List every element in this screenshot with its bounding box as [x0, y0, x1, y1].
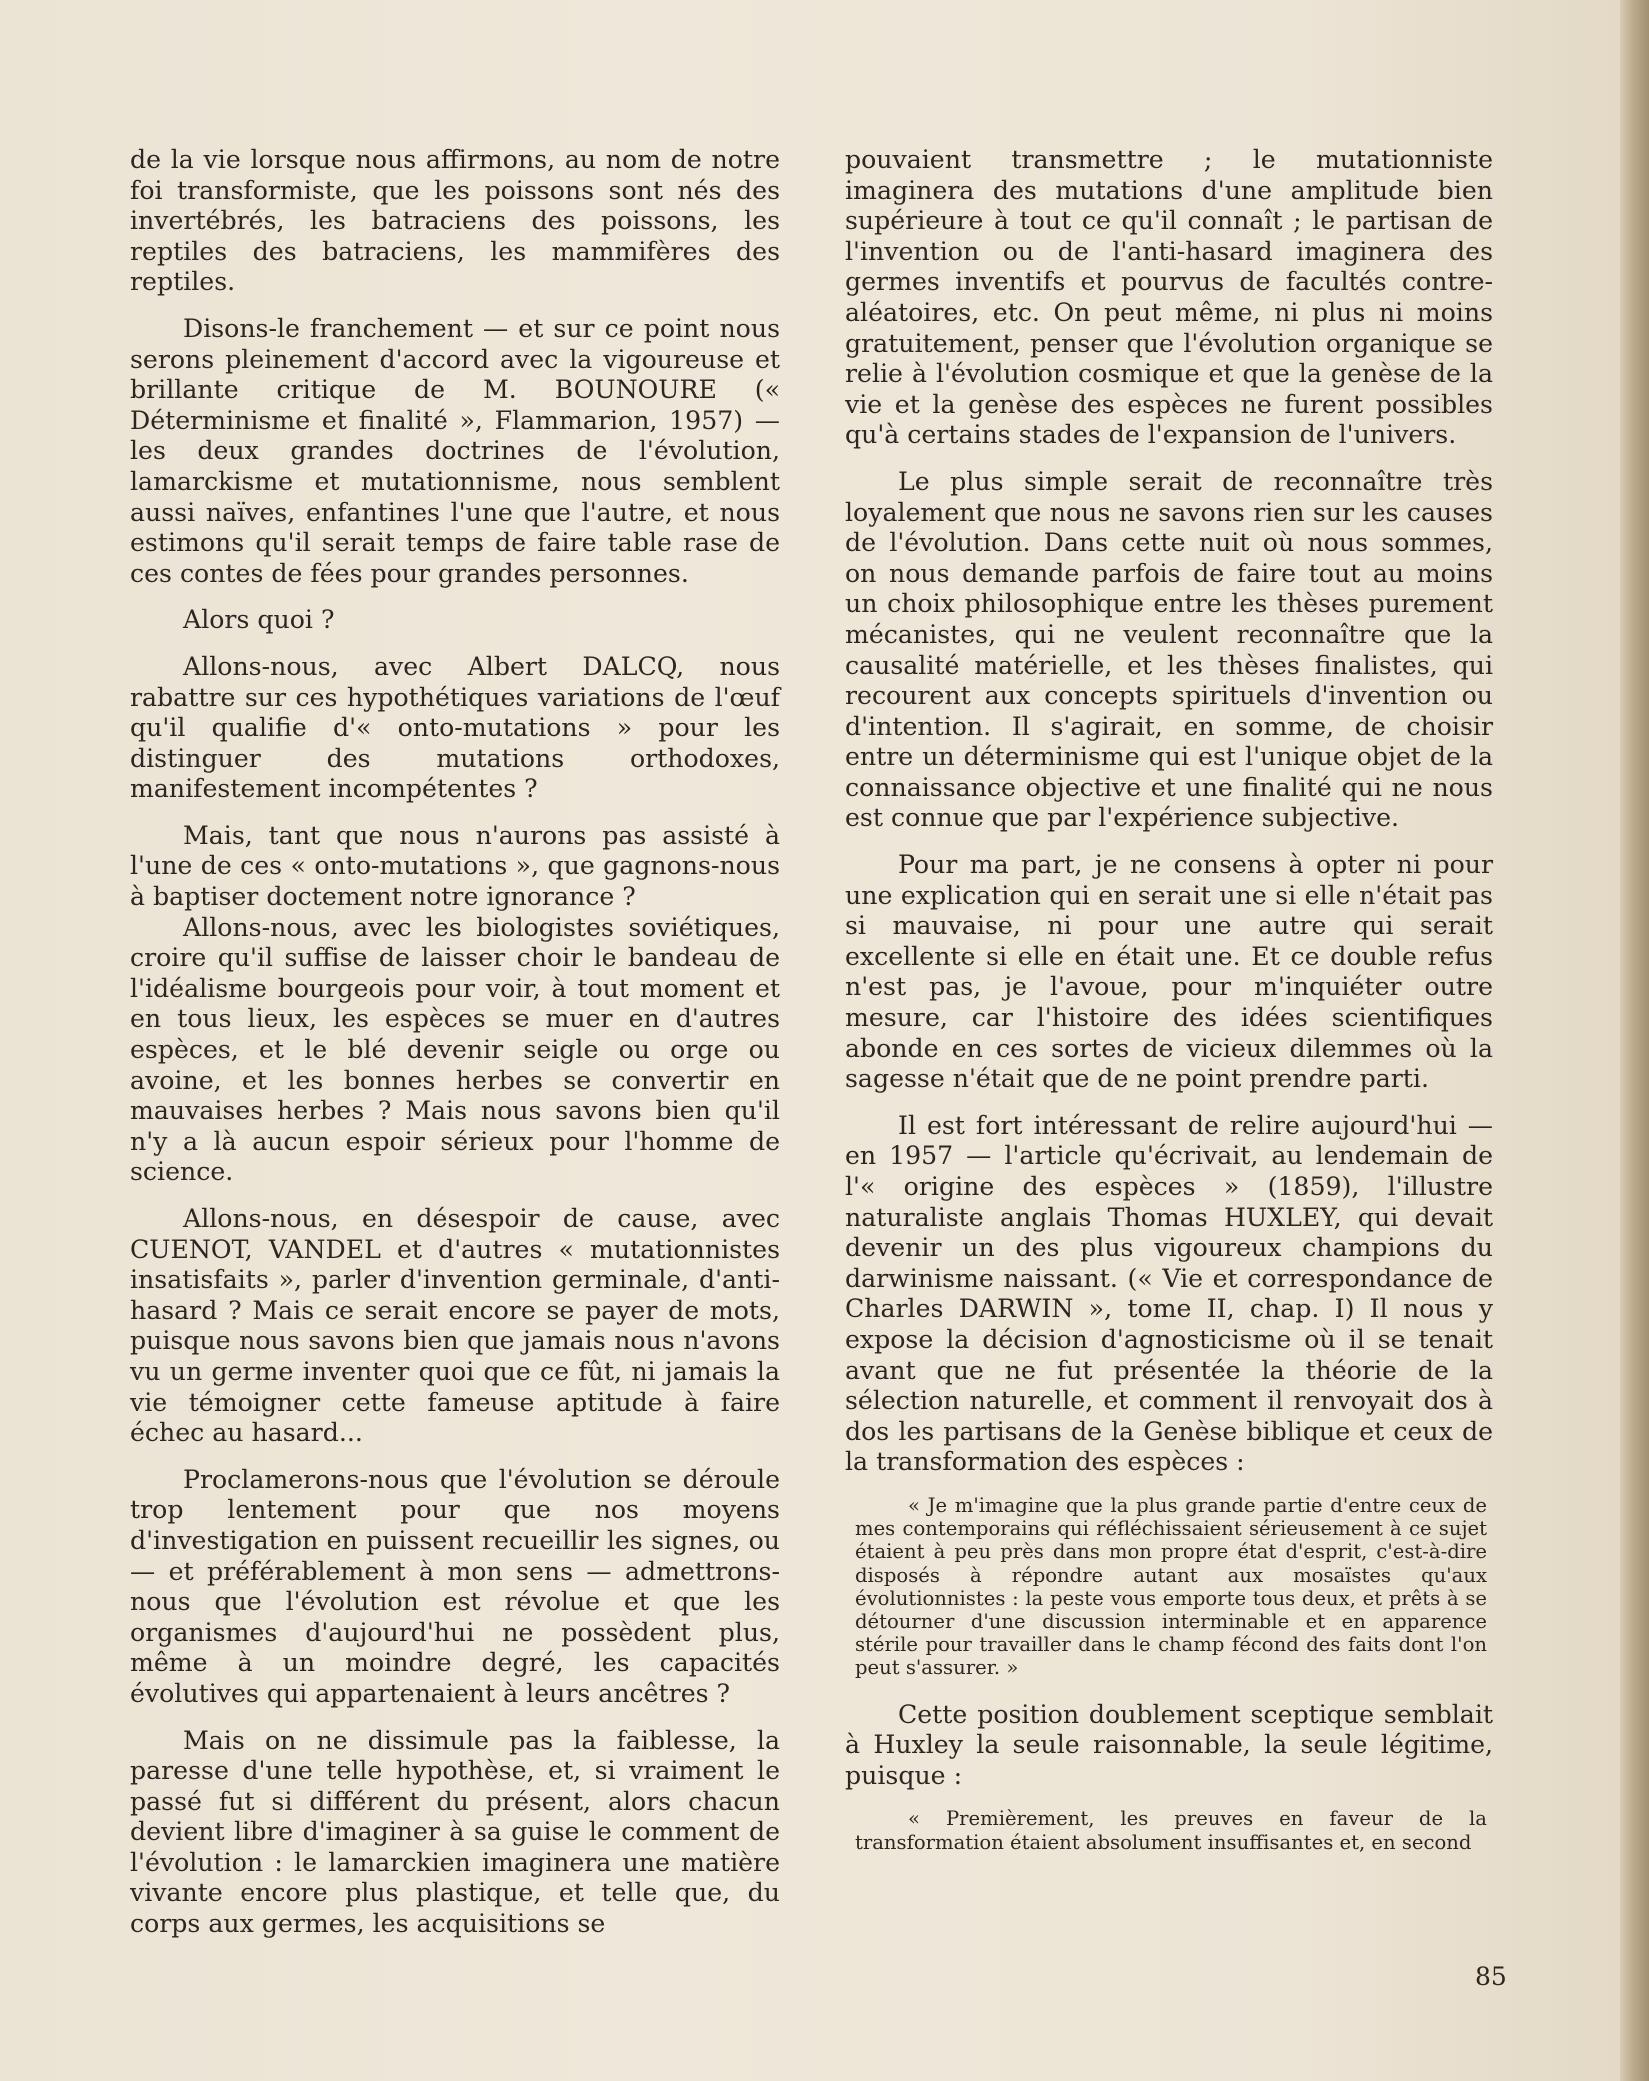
- paragraph: Le plus simple serait de reconnaître très loyalement que nous ne savons rien sur les causes de l'évolution. Dans cette nuit où nous sommes, on nous demande parfois de faire tout au moins un choix philosophique entre les thèses purement mécanistes, qui ne veulent reconnaître que la causalité matérielle, et les thèses finalistes, qui recourent aux concepts spirituels d'invention ou d'intention. Il s'agirait, en somme, de choisir entre un déterminisme qui est l'unique objet de la connaissance objective et une finalité qui ne nous est connue que par l'expérience subjective.: [845, 466, 1493, 833]
- paragraph: Pour ma part, je ne consens à opter ni pour une explication qui en serait une si elle n'était pas si mauvaise, ni pour une autre qui serait excellente si elle en était une. Et ce double refus n'est pas, je l'avoue, pour m'inquiéter outre mesure, car l'histoire des idées scientifiques abonde en ces sortes de vicieux dilemmes où la sagesse n'était que de ne point prendre parti.: [845, 850, 1493, 1094]
- paragraph: Alors quoi ?: [183, 605, 335, 635]
- paragraph: Mais, tant que nous n'aurons pas assisté à l'une de ces « onto-mutations », que gagnons-nous à baptiser doctement notre ignorance ?: [130, 820, 780, 912]
- page-number: 85: [1475, 1962, 1507, 1991]
- right-column: [845, 145, 1493, 1874]
- paragraph: de la vie lorsque nous affirmons, au nom de notre foi transformiste, que les poissons sont nés des invertébrés, les batraciens des poissons, les reptiles des batraciens, les mammifères des reptiles.: [130, 145, 780, 297]
- paragraph: Proclamerons-nous que l'évolution se déroule trop lentement pour que nos moyens d'investigation en puissent recueillir les signes, ou — et préférablement à mon sens — admettrons-nous que l'évolution est révolue et que les organismes d'aujourd'hui ne possèdent plus, même à un moindre degré, les capacités évolutives qui appartenaient à leurs ancêtres ?: [130, 1464, 780, 1708]
- paragraph: Allons-nous, avec Albert DALCQ, nous rabattre sur ces hypothétiques variations de l'œuf qu'il qualifie d'« onto-mutations » pour les distinguer des mutations orthodoxes, manifestement incompétentes ?: [130, 651, 780, 804]
- paragraph: Allons-nous, avec les biologistes soviétiques, croire qu'il suffise de laisser choir le bandeau de l'idéalisme bourgeois pour voir, à tout moment et en tous lieux, les espèces se muer en d'autres espèces, et le blé devenir seigle ou orge ou avoine, et les bonnes herbes se convertir en mauvaises herbes ? Mais nous savons bien qu'il n'y a là aucun espoir sérieux pour l'homme de science.: [130, 912, 780, 1187]
- paragraph: pouvaient transmettre ; le mutationniste imaginera des mutations d'une amplitude bien supérieure à tout ce qu'il connaît ; le partisan de l'invention ou de l'anti-hasard imaginera des germes inventifs et pourvus de facultés contre-aléatoires, etc. On peut même, ni plus ni moins gratuitement, penser que l'évolution organique se relie à l'évolution cosmique et que la genèse de la vie et la genèse des espèces ne furent possibles qu'à certains stades de l'expansion de l'univers.: [845, 145, 1493, 450]
- paragraph: Cette position doublement sceptique semblait à Huxley la seule raisonnable, la seule légitime, puisque :: [845, 1699, 1493, 1790]
- paragraph: Disons-le franchement — et sur ce point nous serons pleinement d'accord avec la vigoureuse et brillante critique de M. BOUNOURE (« Déterminisme et finalité », Flammarion, 1957) — les deux grandes doctrines de l'évolution, lamarckisme et mutationnisme, nous semblent aussi naïves, enfantines l'une que l'autre, et nous estimons qu'il serait temps de faire table rase de ces contes de fées pour grandes personnes.: [130, 313, 780, 588]
- block-quote: « Je m'imagine que la plus grande partie d'entre ceux de mes contemporains qui réfléchissaient sérieusement à ce sujet étaient à peu près dans mon propre état d'esprit, c'est-à-dire disposés à répondre autant aux mosaïstes qu'aux évolutionnistes : la peste vous emporte tous deux, et prêts à se détourner d'une discussion interminable et en apparence stérile pour travailler dans le champ fécond des faits dont l'on peut s'assurer. »: [855, 1493, 1487, 1680]
- paragraph: Mais on ne dissimule pas la faiblesse, la paresse d'une telle hypothèse, et, si vraiment le passé fut si différent du présent, alors chacun devient libre d'imaginer à sa guise le comment de l'évolution : le lamarckien imaginera une matière vivante encore plus plastique, et telle que, du corps aux germes, les acquisitions se: [130, 1725, 780, 1939]
- paragraph: Allons-nous, en désespoir de cause, avec CUENOT, VANDEL et d'autres « mutationnistes insatisfaits », parler d'invention germinale, d'anti-hasard ? Mais ce serait encore se payer de mots, puisque nous savons bien que jamais nous n'avons vu un germe inventer quoi que ce fût, ni jamais la vie témoigner cette fameuse aptitude à faire échec au hasard...: [130, 1204, 780, 1448]
- book-spine-edge: [1620, 0, 1649, 2081]
- block-quote: « Premièrement, les preuves en faveur de la transformation étaient absolument insuffisantes et, en second: [855, 1807, 1487, 1854]
- paragraph: Il est fort intéressant de relire aujourd'hui — en 1957 — l'article qu'écrivait, au lendemain de l'« origine des espèces » (1859), l'illustre naturaliste anglais Thomas HUXLEY, qui devait devenir un des plus vigoureux champions du darwinisme naissant. (« Vie et correspondance de Charles DARWIN », tome II, chap. I) Il nous y expose la décision d'agnosticisme où il se tenait avant que ne fut présentée la théorie de la sélection naturelle, et comment il renvoyait dos à dos les partisans de la Genèse biblique et ceux de la transformation des espèces :: [845, 1110, 1493, 1477]
- left-column: [130, 145, 780, 1956]
